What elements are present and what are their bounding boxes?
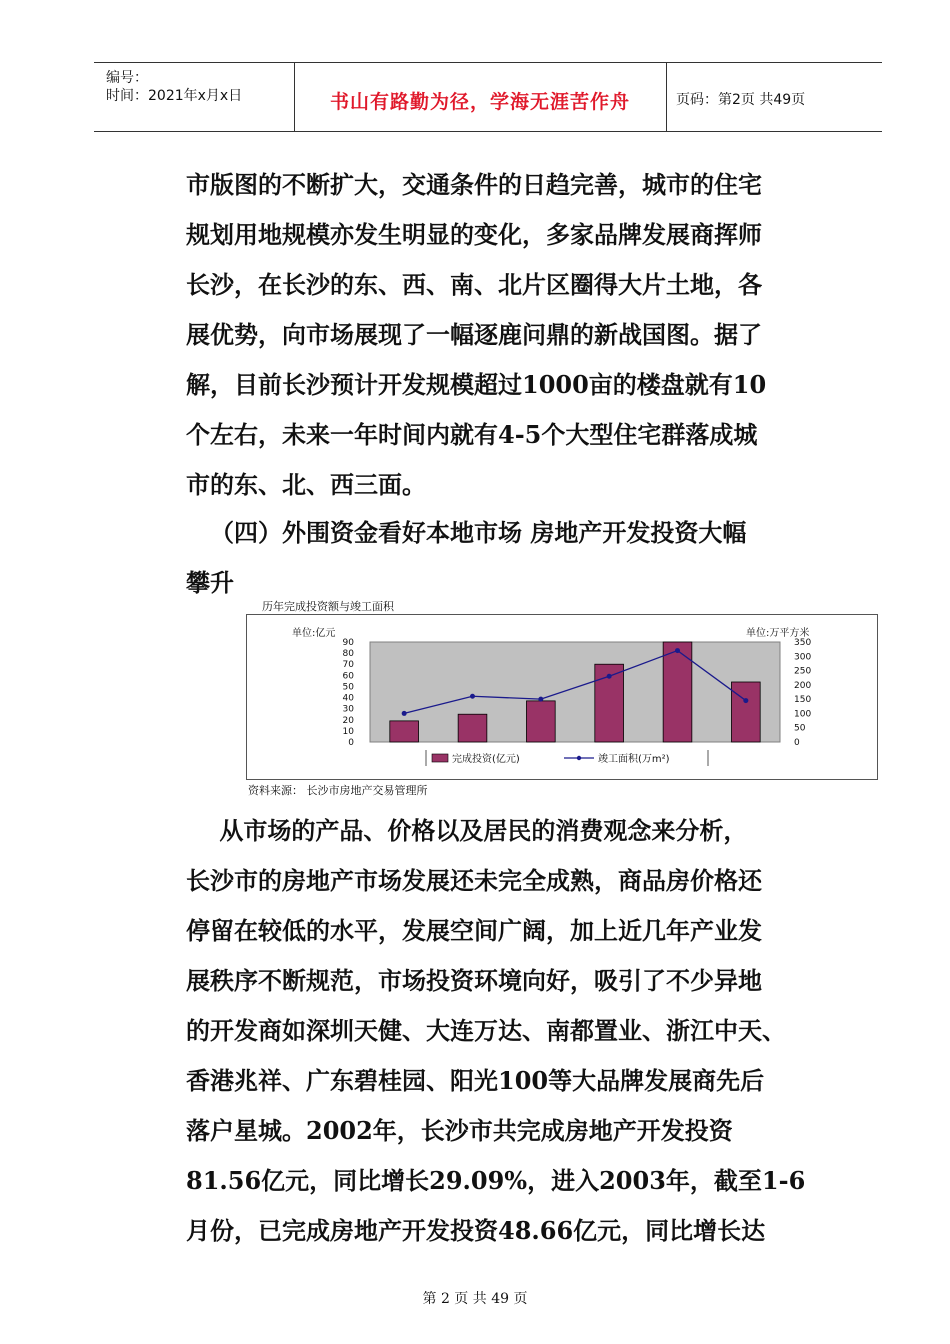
time-label: 时间：2021年x月x日: [106, 88, 243, 104]
left-unit-label: 单位:亿元: [292, 628, 336, 639]
line-point: [470, 694, 475, 699]
header-motto: 书山有路勤为径，学海无涯苦作舟: [329, 91, 630, 113]
right-unit-label: 单位:万平方米: [746, 628, 810, 639]
legend-bar-swatch: [432, 754, 448, 762]
right-tick-label: 100: [794, 709, 812, 720]
right-tick-label: 150: [794, 695, 812, 706]
left-tick-label: 30: [342, 704, 354, 715]
line-point: [743, 698, 748, 703]
bar: [526, 701, 555, 742]
right-tick-label: 0: [794, 738, 800, 748]
serial-label: 编号：: [106, 70, 148, 86]
paragraph-2: 从市场的产品、价格以及居民的消费观念来分析， 长沙市的房地产市场发展还未完全成熟，商品房价格还 停留在较低的水平，发展空间广阔，加上近几年产业发 展秩序不断规范，市场投资环境向好，吸引了不少异地 的开发商如深圳天健、大连万达、南都置业、浙江中天、 香港兆祥、广东碧桂园、阳光100等大品牌发展商先后 落户星城。2002年，长沙市共完成房地产开发投资 81.56亿元，同比增长29.09%，进入2003年，截至1-6 月份，已完成房地产开发投资48.66亿元，同比增长达: [186, 816, 806, 1245]
line-point: [402, 711, 407, 716]
header-right-cell: [666, 63, 882, 131]
header-middle-cell: [294, 63, 667, 131]
left-tick-label: 90: [342, 638, 354, 648]
right-tick-label: 300: [794, 652, 812, 663]
bar: [390, 721, 419, 742]
bar: [458, 714, 487, 742]
left-tick-label: 10: [342, 726, 354, 737]
left-tick-label: 60: [342, 671, 354, 682]
left-tick-label: 20: [342, 715, 354, 726]
line-point: [607, 674, 612, 679]
right-tick-label: 350: [794, 638, 812, 648]
left-tick-label: 50: [342, 682, 354, 693]
right-tick-label: 50: [794, 723, 806, 734]
left-tick-label: 40: [342, 693, 354, 704]
header-left-cell: [94, 63, 295, 131]
page-header: [94, 62, 882, 132]
right-tick-label: 200: [794, 680, 812, 691]
paragraph-1: 市版图的不断扩大，交通条件的日趋完善，城市的住宅 规划用地规模亦发生明显的变化，多家品牌发展商挥师 长沙，在长沙的东、西、南、北片区圈得大片土地，各 展优势，向市场展现了一幅逐鹿问鼎的新战国图。据了 解，目前长沙预计开发规模超过1000亩的楼盘就有10 个左右，未来一年时间内就有4-5个大型住宅群落成城 市的东、北、西三面。: [186, 170, 767, 499]
bar: [663, 642, 692, 742]
legend-line-marker: [577, 756, 581, 760]
section-heading-line2: 攀升: [186, 568, 234, 597]
chart-source: 资料来源： 长沙市房地产交易管理所: [248, 784, 428, 797]
legend-line-label: 竣工面积(万m²): [598, 754, 670, 765]
line-point: [675, 648, 680, 653]
right-tick-label: 250: [794, 666, 812, 677]
legend-bar-label: 完成投资(亿元): [452, 754, 520, 765]
left-tick-label: 0: [348, 738, 354, 748]
page-footer: 第 2 页 共 49 页: [422, 1291, 528, 1307]
left-tick-label: 80: [342, 649, 354, 660]
plot-area: [370, 642, 780, 742]
line-point: [538, 697, 543, 702]
chart-title: 历年完成投资额与竣工面积: [262, 600, 394, 613]
left-tick-label: 70: [342, 660, 354, 671]
bar: [731, 682, 760, 742]
investment-area-chart: [246, 614, 878, 780]
section-heading-line1: （四）外围资金看好本地市场 房地产开发投资大幅: [210, 518, 747, 547]
header-page-info: 页码：第2页 共49页: [676, 92, 806, 108]
